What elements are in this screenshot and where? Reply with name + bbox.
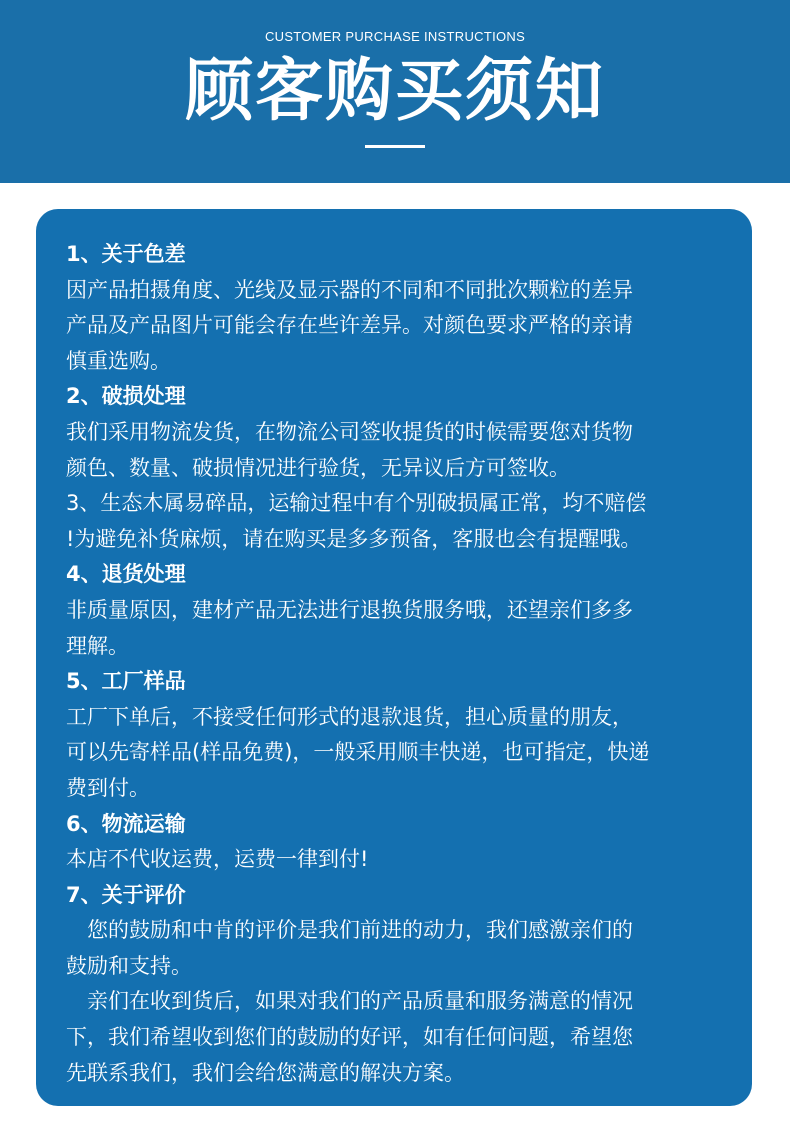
header-subtitle: CUSTOMER PURCHASE INSTRUCTIONS: [264, 29, 526, 44]
body-text-line: 您的鼓励和中肯的评价是我们前进的动力，我们感激亲们的: [87, 918, 633, 943]
page-title: 顾客购买须知: [184, 52, 605, 131]
body-text-line: 非质量原因，建材产品无法进行退换货服务哦，还望亲们多多: [66, 597, 633, 622]
body-text-line: 理解。: [66, 633, 129, 658]
instructions-card: [36, 209, 752, 1106]
body-text-line: 工厂下单后，不接受任何形式的退款退货，担心质量的朋友，: [66, 704, 633, 729]
section-heading: 6、物流运输: [66, 811, 186, 836]
body-text-line: 下，我们希望收到您们的鼓励的好评，如有任何问题，希望您: [66, 1025, 633, 1050]
body-text-line: 我们采用物流发货，在物流公司签收提货的时候需要您对货物: [66, 419, 633, 444]
section-heading: 5、工厂样品: [66, 669, 186, 694]
title-divider: [365, 145, 425, 148]
body-text-line: 颜色、数量、破损情况进行验货，无异议后方可签收。: [66, 455, 570, 480]
header-banner: [0, 0, 790, 183]
body-text-line: 3、生态木属易碎品，运输过程中有个别破损属正常，均不赔偿: [66, 491, 647, 516]
body-text-line: 先联系我们，我们会给您满意的解决方案。: [66, 1060, 465, 1085]
body-text-line: 可以先寄样品(样品免费)，一般采用顺丰快递，也可指定，快递: [66, 740, 650, 765]
section-heading: 2、破损处理: [66, 384, 186, 409]
instructions-content: [66, 237, 726, 1091]
body-text-line: 本店不代收运费，运费一律到付!: [66, 847, 369, 872]
body-text-line: 产品及产品图片可能会存在些许差异。对颜色要求严格的亲请: [66, 313, 633, 338]
body-text-line: 慎重选购。: [66, 348, 171, 373]
section-heading: 4、退货处理: [66, 562, 186, 587]
body-text-line: 鼓励和支持。: [66, 953, 192, 978]
section-heading: 1、关于色差: [66, 242, 186, 266]
body-text-line: !为避免补货麻烦，请在购买是多多预备，客服也会有提醒哦。: [66, 526, 642, 551]
body-text-line: 费到付。: [66, 775, 150, 800]
section-heading: 7、关于评价: [66, 882, 186, 907]
body-text-line: 因产品拍摄角度、光线及显示器的不同和不同批次颗粒的差异: [66, 277, 633, 302]
body-text-line: 亲们在收到货后，如果对我们的产品质量和服务满意的情况: [87, 989, 633, 1014]
